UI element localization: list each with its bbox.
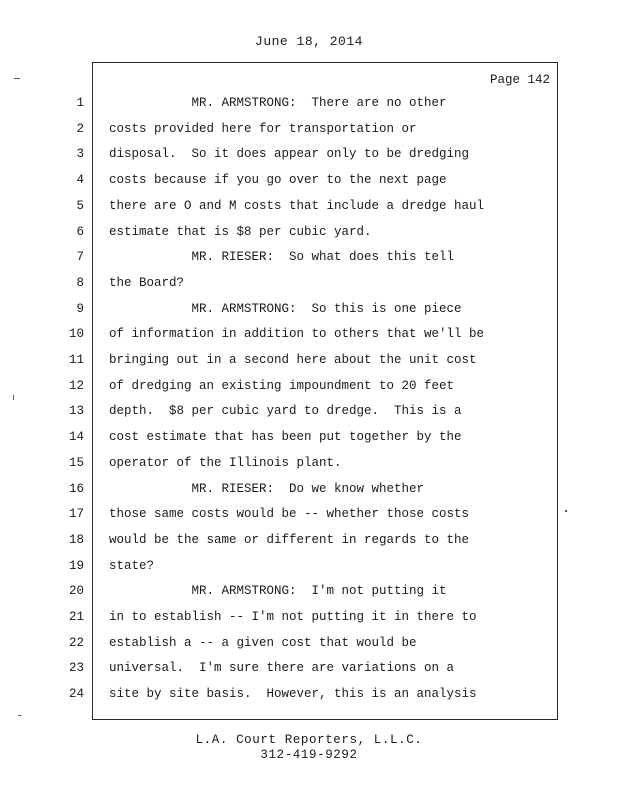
scan-speck <box>13 395 14 400</box>
line-number: 22 <box>68 635 84 650</box>
line-number: 6 <box>76 224 84 239</box>
line-number: 24 <box>68 687 84 702</box>
line-number: 1 <box>76 96 84 110</box>
line-number: 2 <box>76 121 84 136</box>
page-number: Page 142 <box>489 73 550 87</box>
transcript-line <box>0 122 618 142</box>
line-text: MR. RIESER: Do we know whether <box>109 481 425 496</box>
transcript-line <box>0 199 618 219</box>
line-number: 21 <box>68 610 84 624</box>
transcript-line <box>0 610 618 630</box>
transcript-line <box>0 96 618 116</box>
line-text: site by site basis. However, this is an analysis <box>109 687 477 702</box>
line-text: the Board? <box>109 275 185 290</box>
line-number: 18 <box>68 532 84 547</box>
line-text: of dredging an existing impoundment to 20 feet <box>109 378 455 393</box>
transcript-line <box>0 302 618 322</box>
line-number: 7 <box>76 250 84 265</box>
line-text: estimate that is $8 per cubic yard. <box>109 224 372 239</box>
transcript-line <box>0 379 618 399</box>
line-text: MR. ARMSTRONG: So this is one piece <box>109 301 462 316</box>
line-number: 8 <box>76 275 84 290</box>
line-text: disposal. So it does appear only to be dredging <box>109 147 470 162</box>
line-number: 23 <box>68 661 84 676</box>
transcript-line <box>0 147 618 167</box>
line-text: cost estimate that has been put together by the <box>109 430 462 445</box>
line-number: 16 <box>68 481 84 496</box>
transcript-line <box>0 636 618 656</box>
line-number: 19 <box>68 558 84 573</box>
line-number: 12 <box>68 378 84 393</box>
transcript-line <box>0 276 618 296</box>
transcript-line <box>0 404 618 424</box>
transcript-line <box>0 661 618 681</box>
transcript-line <box>0 225 618 245</box>
transcript-line <box>0 559 618 579</box>
line-number: 5 <box>76 198 84 213</box>
line-text: universal. I'm sure there are variations on a <box>109 661 455 676</box>
line-number: 20 <box>68 584 84 599</box>
line-text: depth. $8 per cubic yard to dredge. This is a <box>109 404 462 419</box>
line-text: in to establish -- I'm not putting it in there to <box>109 610 477 624</box>
line-number: 13 <box>68 404 84 419</box>
line-text: there are O and M costs that include a dredge haul <box>109 198 485 213</box>
scan-speck <box>565 510 567 512</box>
line-number: 11 <box>68 353 84 367</box>
transcript-line <box>0 482 618 502</box>
transcript-line <box>0 430 618 450</box>
line-number: 17 <box>68 507 84 522</box>
line-number: 10 <box>68 327 84 342</box>
line-number: 14 <box>68 430 84 445</box>
transcript-line <box>0 687 618 707</box>
line-text: those same costs would be -- whether those costs <box>109 507 470 522</box>
footer-phone: 312-419-9292 <box>260 748 358 762</box>
line-text: of information in addition to others that we'll be <box>109 327 485 342</box>
line-text: establish a -- a given cost that would be <box>109 635 417 650</box>
transcript-line <box>0 507 618 527</box>
line-text: operator of the Illinois plant. <box>109 455 342 470</box>
line-number: 4 <box>76 173 84 188</box>
scan-speck <box>14 78 20 79</box>
line-number: 15 <box>68 455 84 470</box>
transcript-line <box>0 327 618 347</box>
line-number: 3 <box>76 147 84 162</box>
footer-company: L.A. Court Reporters, L.L.C. <box>195 733 423 747</box>
line-text: bringing out in a second here about the unit cost <box>109 353 477 367</box>
line-text: MR. ARMSTRONG: I'm not putting it <box>109 584 447 599</box>
header-date: June 18, 2014 <box>255 34 363 49</box>
transcript-line <box>0 173 618 193</box>
transcript-line <box>0 353 618 373</box>
line-text: state? <box>109 558 155 573</box>
line-text: costs because if you go over to the next page <box>109 173 447 188</box>
line-text: costs provided here for transportation or <box>109 121 417 136</box>
scan-speck <box>18 715 21 716</box>
line-number: 9 <box>76 301 84 316</box>
line-text: MR. RIESER: So what does this tell <box>109 250 455 265</box>
line-text: would be the same or different in regards to the <box>109 532 470 547</box>
transcript-line <box>0 533 618 553</box>
transcript-line <box>0 456 618 476</box>
transcript-line <box>0 250 618 270</box>
line-text: MR. ARMSTRONG: There are no other <box>109 96 447 110</box>
transcript-line <box>0 584 618 604</box>
